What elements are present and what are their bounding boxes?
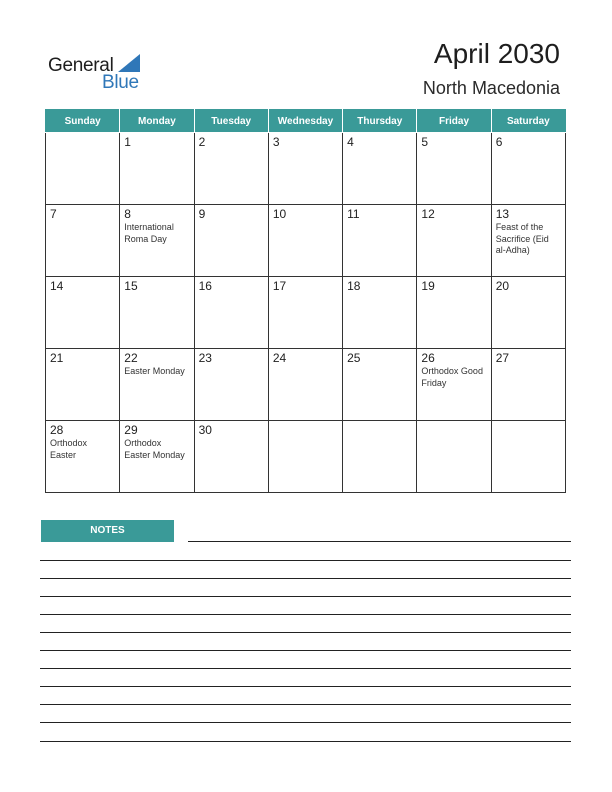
day-cell [120,205,194,277]
note-line [40,560,571,561]
day-number: 28 [50,423,64,437]
weekday-header: Sunday [46,110,120,133]
day-cell [343,133,417,205]
logo [48,52,148,92]
day-cell [417,133,491,205]
day-number: 14 [50,279,64,293]
day-number: 24 [272,351,287,365]
day-number: 15 [124,279,138,293]
week-row [46,133,566,205]
note-line [40,650,571,651]
holiday-event: Orthodox Good Friday [421,366,483,388]
country-name: North Macedonia [422,78,560,98]
day-number: 6 [495,135,503,149]
day-number: 20 [495,279,510,293]
day-cell [120,133,194,205]
week-row [46,421,566,493]
holiday-event: Orthodox Easter [50,438,88,460]
day-number: 7 [50,207,57,221]
day-cell [417,421,491,493]
day-cell [46,277,120,349]
day-cell [417,277,491,349]
day-number: 2 [198,135,206,149]
holiday-event: Easter Monday [124,366,185,376]
holiday-event: Feast of the Sacrifice (Eid al-Adha) [495,222,549,255]
day-cell [46,349,120,421]
day-number: 16 [198,279,212,293]
day-number: 9 [198,207,206,221]
note-line [40,668,571,669]
day-cell [268,133,342,205]
day-cell [343,277,417,349]
day-number: 13 [495,207,510,221]
note-line [40,722,571,723]
weekday-header-row [46,110,566,133]
notes-label: NOTES [41,520,174,542]
note-line [40,686,571,687]
note-line [188,541,571,542]
day-cell [194,421,268,493]
day-cell [343,205,417,277]
holiday-event: International Roma Day [124,222,174,244]
weekday-header: Saturday [491,110,565,133]
day-number: 23 [198,351,212,365]
note-line [40,741,571,742]
holiday-event: Orthodox Easter Monday [124,438,185,460]
day-cell [268,421,342,493]
day-number: 11 [347,207,360,221]
day-cell [194,277,268,349]
day-number: 27 [495,351,510,365]
note-line [40,704,571,705]
weekday-header: Friday [417,110,491,133]
day-cell [491,133,565,205]
day-number: 12 [421,207,435,221]
day-cell [46,421,120,493]
weekday-header: Thursday [343,110,417,133]
day-cell [491,349,565,421]
day-cell [343,421,417,493]
day-number: 29 [124,423,138,437]
logo-triangle-icon [118,54,140,72]
day-cell [120,421,194,493]
weekday-header: Wednesday [268,110,342,133]
day-cell [46,133,120,205]
note-line [40,614,571,615]
day-cell [491,205,565,277]
day-cell [120,277,194,349]
day-cell [194,133,268,205]
week-row [46,349,566,421]
day-cell [491,421,565,493]
day-cell [194,349,268,421]
day-cell [491,277,565,349]
day-number: 1 [124,135,131,149]
day-cell [194,205,268,277]
day-cell [46,205,120,277]
day-cell [343,349,417,421]
note-line [40,632,571,633]
day-number: 25 [347,351,361,365]
day-number: 26 [421,351,435,365]
day-number: 4 [347,135,354,149]
day-number: 10 [272,207,287,221]
note-line [40,578,571,579]
logo-word-general: General [48,55,114,76]
day-number: 5 [421,135,429,149]
day-number: 19 [421,279,435,293]
page-title: April 2030 [433,38,560,69]
day-cell [268,205,342,277]
weekday-header: Monday [120,110,194,133]
calendar-grid [45,109,566,493]
day-number: 3 [272,135,280,149]
week-row [46,277,566,349]
weekday-header: Tuesday [194,110,268,133]
week-row [46,205,566,277]
day-number: 17 [272,279,287,293]
day-cell [120,349,194,421]
logo-word-blue: Blue [102,72,139,93]
day-cell [268,349,342,421]
day-cell [268,277,342,349]
day-number: 22 [124,351,138,365]
day-number: 30 [198,423,212,437]
day-number: 21 [50,351,64,365]
day-cell [417,205,491,277]
day-number: 18 [347,279,361,293]
day-cell [417,349,491,421]
day-number: 8 [124,207,131,221]
note-line [40,596,571,597]
